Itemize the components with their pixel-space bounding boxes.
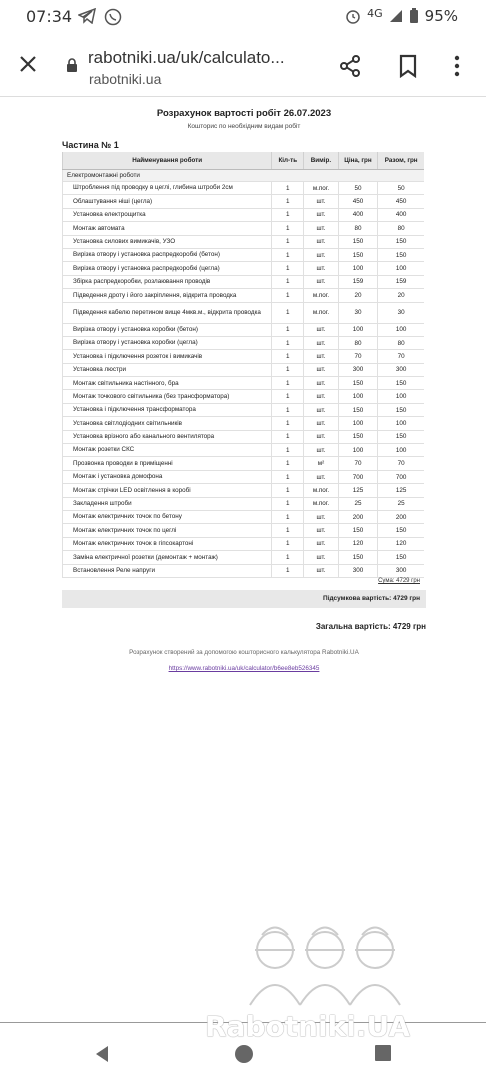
cell-qty: 1 [272,262,304,275]
table-row [63,350,425,363]
cell-total: 150 [378,430,424,443]
cell-price: 100 [338,262,378,275]
watermark-text: Rabotniki.UA [205,1010,411,1043]
cell-qty: 1 [272,564,304,577]
cell-qty: 1 [272,208,304,221]
cell-qty: 1 [272,323,304,336]
header-total: Разом, грн [378,152,424,170]
cell-price: 150 [338,235,378,248]
footer-text: Розрахунок створений за допомогою кошторисного калькулятора Rabotniki.UA [129,648,359,656]
cell-price: 100 [338,417,378,430]
cell-name: Монтаж і установка домофона [63,470,272,483]
cell-price: 125 [338,484,378,497]
cell-price: 25 [338,497,378,510]
doc-title: Розрахунок вартості робіт 26.07.2023 [156,108,332,119]
share-icon[interactable] [338,54,362,78]
status-time: 07:34 [26,7,73,26]
cell-unit: шт. [304,323,338,336]
cell-name: Підведення дроту і його закріплення, відкрита проводка [63,289,272,302]
cell-price: 80 [338,222,378,235]
cell-name: Облаштування ніші (цегла) [63,195,272,208]
cell-qty: 1 [272,484,304,497]
cell-unit: шт. [304,363,338,376]
cell-name: Монтаж розетки СКС [63,444,272,457]
table-row [63,208,425,221]
cell-total: 70 [378,350,424,363]
cell-unit: шт. [304,336,338,349]
cell-qty: 1 [272,222,304,235]
cell-qty: 1 [272,235,304,248]
cell-total: 100 [378,262,424,275]
cell-price: 200 [338,510,378,523]
battery-icon [409,8,419,24]
back-icon[interactable] [92,1044,112,1064]
cell-qty: 1 [272,457,304,470]
cell-price: 80 [338,336,378,349]
cell-unit: шт. [304,248,338,261]
cell-unit: м.пог. [304,497,338,510]
battery-level: 95% [424,7,458,25]
cell-unit: шт. [304,430,338,443]
table-row [63,390,425,403]
cell-total: 700 [378,470,424,483]
grand-total: Загальна вартість: 4729 грн [315,621,426,631]
cell-total: 150 [378,377,424,390]
cell-total: 100 [378,323,424,336]
cell-total: 159 [378,275,424,288]
cell-price: 150 [338,430,378,443]
cell-total: 100 [378,417,424,430]
system-nav-bar [0,1028,486,1080]
cell-total: 300 [378,363,424,376]
table-row [63,248,425,261]
cell-total: 150 [378,248,424,261]
cell-qty: 1 [272,302,304,323]
cell-name: Установка силових вимикачів, УЗО [63,235,272,248]
cell-name: Штроблення під проводку в цеглі, глибина штроби 2см [63,182,272,195]
telegram-icon [78,8,96,24]
cell-price: 450 [338,195,378,208]
recents-icon[interactable] [374,1044,392,1062]
table-row [63,457,425,470]
table-row [63,275,425,288]
cell-total: 30 [378,302,424,323]
cell-unit: шт. [304,564,338,577]
estimate-document [62,100,426,672]
cell-total: 20 [378,289,424,302]
cell-name: Вирізка отвору і установка распредкоробкі (бетон) [63,248,272,261]
cell-price: 100 [338,390,378,403]
table-row [63,195,425,208]
cell-price: 300 [338,363,378,376]
cell-unit: шт. [304,444,338,457]
table-row [63,377,425,390]
lock-icon [66,58,78,72]
cell-name: Вирізка отвору і установка коробки (бетон) [63,323,272,336]
domain-text: rabotniki.ua [89,71,162,87]
cell-name: Установка і підключення трансформатора [63,403,272,416]
cell-total: 80 [378,222,424,235]
cell-total: 150 [378,235,424,248]
table-row [63,484,425,497]
cell-total: 70 [378,457,424,470]
cell-unit: м.пог. [304,289,338,302]
cell-unit: шт. [304,390,338,403]
table-row [63,262,425,275]
cell-total: 300 [378,564,424,577]
cell-total: 150 [378,551,424,564]
estimate-table [62,152,424,578]
cell-name: Монтаж електричних точок по цеглі [63,524,272,537]
cell-unit: шт. [304,208,338,221]
cell-unit: шт. [304,262,338,275]
cell-price: 150 [338,403,378,416]
close-icon[interactable] [18,54,38,74]
viber-icon [104,8,122,26]
part-heading: Частина № 1 [62,140,119,150]
cell-total: 400 [378,208,424,221]
cell-qty: 1 [272,248,304,261]
cell-price: 100 [338,323,378,336]
cell-qty: 1 [272,430,304,443]
table-row [63,524,425,537]
table-row [63,497,425,510]
cell-qty: 1 [272,275,304,288]
cell-price: 30 [338,302,378,323]
cell-unit: м.пог. [304,484,338,497]
header-qty: Кіл-ть [272,152,304,170]
cell-qty: 1 [272,551,304,564]
cell-name: Установка електрощитка [63,208,272,221]
cell-price: 70 [338,350,378,363]
alarm-icon [345,8,361,24]
cell-unit: шт. [304,470,338,483]
cell-qty: 1 [272,350,304,363]
cell-qty: 1 [272,537,304,550]
table-row [63,564,425,577]
header-unit: Вимір. [304,152,338,170]
more-menu-icon[interactable] [452,54,462,78]
table-row [63,289,425,302]
cell-total: 450 [378,195,424,208]
cell-total: 80 [378,336,424,349]
header-name: Найменування роботи [63,152,272,170]
cell-name: Підведення кабелю перетином вище 4мкв.м., відкрита проводка [63,302,272,323]
cell-name: Вирізка отвору і установка распредкоробкі (цегла) [63,262,272,275]
cell-price: 50 [338,182,378,195]
cell-name: Монтаж електричних точок в гіпсокартоні [63,537,272,550]
table-row [63,403,425,416]
cell-unit: шт. [304,551,338,564]
cell-name: Установка і підключення розеток і вимикачів [63,350,272,363]
cell-qty: 1 [272,510,304,523]
table-row [63,510,425,523]
cell-qty: 1 [272,403,304,416]
cell-unit: шт. [304,222,338,235]
cell-qty: 1 [272,336,304,349]
cell-unit: м.пог. [304,302,338,323]
network-type: 4G [367,6,383,20]
cell-qty: 1 [272,417,304,430]
cell-name: Установка люстри [63,363,272,376]
cell-total: 100 [378,444,424,457]
cell-price: 400 [338,208,378,221]
cell-price: 700 [338,470,378,483]
cell-name: Встановлення Реле напруги [63,564,272,577]
cell-total: 125 [378,484,424,497]
cell-price: 20 [338,289,378,302]
cell-name: Збірка распредкоробки, розлаювання проводів [63,275,272,288]
cell-price: 159 [338,275,378,288]
doc-subtitle: Кошторис по необхідним видам робіт [187,123,301,130]
cell-unit: шт. [304,510,338,523]
cell-name: Установка врізного або канального вентилятора [63,430,272,443]
cell-qty: 1 [272,195,304,208]
cell-name: Монтаж точкового світильника (без трансформатора) [63,390,272,403]
cell-total: 150 [378,403,424,416]
cell-total: 100 [378,390,424,403]
cell-unit: шт. [304,377,338,390]
footer-link[interactable]: https://www.rabotniki.ua/uk/calculator/b6ee8eb526345 [168,664,320,672]
cell-price: 150 [338,551,378,564]
cell-qty: 1 [272,470,304,483]
cell-price: 70 [338,457,378,470]
cell-unit: шт. [304,403,338,416]
table-row [63,363,425,376]
cell-qty: 1 [272,363,304,376]
cell-qty: 1 [272,390,304,403]
sum-line: Сума: 4729 грн [378,577,420,584]
cell-unit: шт. [304,235,338,248]
signal-icon [389,9,403,23]
table-row [63,323,425,336]
cell-qty: 1 [272,497,304,510]
cell-price: 120 [338,537,378,550]
status-bar [0,0,486,34]
cell-total: 120 [378,537,424,550]
cell-unit: шт. [304,417,338,430]
cell-price: 100 [338,444,378,457]
cell-unit: шт. [304,350,338,363]
browser-toolbar [0,34,486,97]
cell-total: 200 [378,510,424,523]
table-row [63,302,425,323]
cell-unit: шт. [304,537,338,550]
cell-unit: м.пог. [304,182,338,195]
cell-unit: м² [304,457,338,470]
cell-name: Монтаж автомата [63,222,272,235]
cell-name: Вирізка отвору і установка коробки (цегла) [63,336,272,349]
cell-name: Заміна електричної розетки (демонтаж + монтаж) [63,551,272,564]
cell-name: Прозвонка проводки в приміщенні [63,457,272,470]
table-row [63,336,425,349]
table-row [63,417,425,430]
cell-total: 50 [378,182,424,195]
bookmark-icon[interactable] [398,54,418,78]
cell-qty: 1 [272,289,304,302]
header-price: Ціна, грн [338,152,378,170]
subtotal-line: Підсумкова вартість: 4729 грн [62,590,426,608]
table-row [63,537,425,550]
table-row [63,182,425,195]
cell-price: 150 [338,248,378,261]
table-row [63,235,425,248]
table-row [63,551,425,564]
cell-unit: шт. [304,275,338,288]
cell-unit: шт. [304,195,338,208]
url-text[interactable]: rabotniki.ua/uk/calculato... [88,48,285,67]
cell-name: Монтаж електричних точок по бетону [63,510,272,523]
table-row [63,222,425,235]
cell-total: 150 [378,524,424,537]
cell-name: Закладення штроби [63,497,272,510]
cell-price: 150 [338,377,378,390]
cell-qty: 1 [272,444,304,457]
cell-name: Монтаж стрічки LED освітлення в коробі [63,484,272,497]
table-row [63,430,425,443]
home-icon[interactable] [234,1044,254,1064]
cell-qty: 1 [272,377,304,390]
cell-price: 150 [338,524,378,537]
section-title: Електромонтажні роботи [63,170,425,182]
cell-name: Установка світлодіодних світильників [63,417,272,430]
cell-qty: 1 [272,524,304,537]
table-row [63,444,425,457]
cell-name: Монтаж світильника настінного, бра [63,377,272,390]
cell-unit: шт. [304,524,338,537]
cell-qty: 1 [272,182,304,195]
cell-total: 25 [378,497,424,510]
cell-price: 300 [338,564,378,577]
table-row [63,470,425,483]
